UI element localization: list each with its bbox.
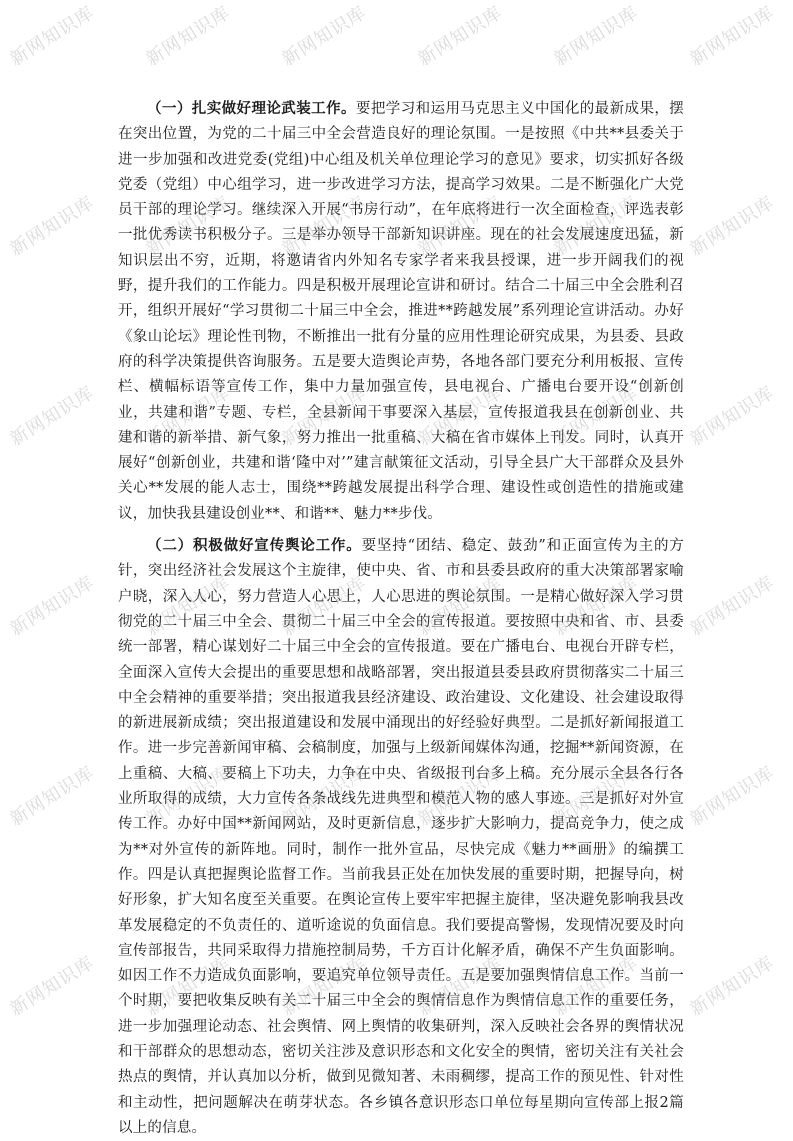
watermark-text: 新网知识库: [142, 382, 235, 451]
watermark-text: 新网知识库: [6, 572, 99, 641]
watermark-text: 新网知识库: [142, 762, 235, 831]
paragraph-publicity-work: [118, 533, 684, 1141]
section-body-1: 要把学习和运用马克思主义中国化的最新成果，摆在突出位置，为党的二十届三中全会营造良好的理论氛围。一是按照《中共**县委关于进一步加强和改进党委(党组)中心组及机关单位理论学习的意见》要求，切实抓好各级党委（党组）中心组学习，进一步改进学习方法，提高学习效果。二是不断强化广大党员干部的理论学习。继续深入开展“书房行动”，在年底将进行一次全面检查，评选表彰一批优秀读书积极分子。三是举办领导干部新知识讲座。现在的社会发展速度迅猛，新知识层出不穷，近期，将邀请省内外知名专家学者来我县授课，进一步开阔我们的视野，提升我们的工作能力。四是积极开展理论宣讲和研讨。结合二十届三中全会胜利召开，组织开展好“学习贯彻二十届三中全会，推进**跨越发展”系列理论宣讲活动。办好《象山论坛》理论性刊物，不断推出一批有分量的应用性理论研究成果，为县委、县政府的科学决策提供咨询服务。五是要大造舆论声势，各地各部门要充分利用板报、宣传栏、横幅标语等宣传工作，集中力量加强宣传，县电视台、广播电台要开设“创新创业，共建和谐”专题、专栏，全县新闻干事要深入基层，宣传报道我县在创新创业、共建和谐的新举措、新气象，努力推出一批重稿、大稿在省市媒体上刊发。同时，认真开展好“创新创业，共建和谐‘隆中对’”建言献策征文活动，引导全县广大干部群众及县外关心**发展的能人志士，围绕**跨越发展提出科学合理、建设性或创造性的措施或建议，加快我县建设创业**、和谐**、魅力**步伐。: [118, 101, 684, 522]
watermark-text: 新网知识库: [414, 762, 507, 831]
section-body-2: 要坚持“团结、稳定、鼓劲”和正面宣传为主的方针，突出经济社会发展这个主旋律，使中央、省、市和县委县政府的重大决策部署家喻户晓，深入人心，努力营造人心思上，人心思进的舆论氛围。一是精心做好深入学习贯彻党的二十届三中全会、贯彻二十届三中全会的宣传报道。要按照中央和省、市、县委统一部署，精心谋划好二十届三中全会的宣传报道。要在广播电台、电视台开辟专栏，全面深入宣传大会提出的重要思想和战略部署，突出报道县委县政府贯彻落实二十届三中全会精神的重要举措；突出报道我县经济建设、政治建设、文化建设、社会建设取得的新进展新成绩；突出报道建设和发展中涌现出的好经验好典型。二是抓好新闻报道工作。进一步完善新闻审稿、会稿制度，加强与上级新闻媒体沟通，挖掘**新闻资源，在上重稿、大稿、要稿上下功夫，力争在中央、省级报刊台多上稿。充分展示全县各行各业所取得的成绩，大力宣传各条战线先进典型和模范人物的感人事迹。三是抓好对外宣传工作。办好中国**新闻网站，及时更新信息，逐步扩大影响力，提高竞争力，使之成为**对外宣传的新阵地。同时，制作一批外宣品，尽快完成《魅力**画册》的编撰工作。四是认真把握舆论监督工作。当前我县正处在加快发展的重要时期，把握导向，树好形象，扩大知名度至关重要。在舆论宣传上要牢牢把握主旋律，坚决避免影响我县改革发展稳定的不负责任的、道听途说的负面信息。我们要提高警惕，发现情况要及时向宣传部报告，共同采取得力措施控制局势，千方百计化解矛盾，确保不产生负面影响。如因工作不力造成负面影响，要追究单位领导责任。五是要加强舆情信息工作。当前一个时期，要把收集反映有关二十届三中全会的舆情信息作为舆情信息工作的重要任务，进一步加强理论动态、社会舆情、网上舆情的收集研判，深入反映社会各界的舆情状况和干部群众的思想动态，密切关注涉及意识形态和文化安全的舆情，密切关注有关社会热点的舆情，并认真加以分析，做到见微知著、未雨稠缪，提高工作的预见性、针对性和主动性，把问题解决在萌芽状态。各乡镇各意识形态口单位每星期向宣传部上报2篇以上的信息。: [118, 538, 684, 1136]
watermark-text: 新网知识库: [686, 572, 779, 641]
watermark-text: 新网知识库: [142, 192, 235, 261]
watermark-text: 新网知识库: [414, 192, 507, 261]
watermark-text: 新网知识库: [686, 382, 779, 451]
paragraph-theory-work: [118, 96, 684, 527]
watermark-text: 新网知识库: [6, 762, 99, 831]
watermark-text: 新网知识库: [686, 952, 779, 1021]
watermark-text: 新网知识库: [414, 572, 507, 641]
watermark-text: 新网知识库: [550, 2, 643, 71]
document-body: [118, 96, 684, 1141]
watermark-text: 新网知识库: [142, 2, 235, 71]
watermark-text: 新网知识库: [414, 952, 507, 1021]
watermark-text: 新网知识库: [142, 952, 235, 1021]
watermark-text: 新网知识库: [6, 382, 99, 451]
watermark-text: 新网知识库: [278, 192, 371, 261]
watermark-text: 新网知识库: [550, 192, 643, 261]
watermark-text: 新网知识库: [414, 382, 507, 451]
watermark-text: 新网知识库: [6, 192, 99, 261]
watermark-text: 新网知识库: [278, 952, 371, 1021]
watermark-text: 新网知识库: [278, 382, 371, 451]
watermark-text: 新网知识库: [550, 572, 643, 641]
watermark-text: 新网知识库: [278, 2, 371, 71]
watermark-text: 新网知识库: [278, 762, 371, 831]
watermark-text: 新网知识库: [6, 952, 99, 1021]
watermark-text: 新网知识库: [142, 572, 235, 641]
watermark-text: 新网知识库: [550, 952, 643, 1021]
watermark-text: 新网知识库: [686, 762, 779, 831]
watermark-text: 新网知识库: [686, 192, 779, 261]
watermark-text: 新网知识库: [414, 2, 507, 71]
watermark-text: 新网知识库: [550, 382, 643, 451]
section-heading-2: （二）积极做好宣传舆论工作。: [147, 537, 362, 555]
watermark-text: 新网知识库: [686, 2, 779, 71]
watermark-text: 新网知识库: [550, 762, 643, 831]
watermark-text: 新网知识库: [278, 572, 371, 641]
section-heading-1: （一）扎实做好理论武装工作。: [147, 100, 356, 117]
watermark-text: 新网知识库: [6, 2, 99, 71]
